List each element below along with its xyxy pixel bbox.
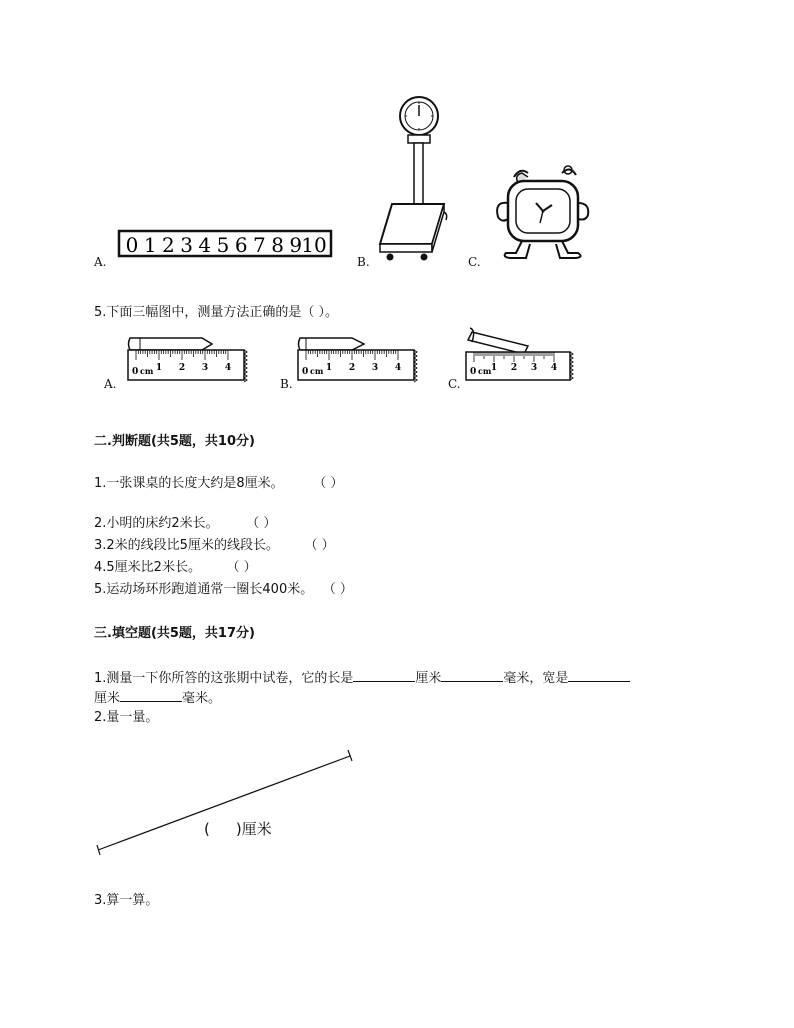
ruler-zero-label: 0 bbox=[132, 367, 139, 377]
ruler-tick-label: 3 bbox=[371, 363, 379, 373]
ruler-digit: 9 bbox=[289, 233, 303, 257]
ruler-tick-label: 3 bbox=[530, 363, 538, 373]
ruler-tick-label: 1 bbox=[155, 363, 163, 373]
ruler-unit-label: cm bbox=[140, 366, 154, 376]
q5-option-c-label: C. bbox=[448, 377, 461, 391]
ruler-digit: 0 bbox=[125, 233, 139, 257]
fill-question-1-line-2 bbox=[94, 688, 221, 707]
judge-item-5 bbox=[94, 582, 353, 598]
judge-item-text: 2.小明的床约2米长。 bbox=[94, 516, 219, 531]
ruler-digit: 5 bbox=[216, 233, 230, 257]
judge-item-text: 5.运动场环形跑道通常一圈长400米。 bbox=[94, 582, 314, 597]
ruler-tick-label: 4 bbox=[550, 363, 558, 373]
ruler-broken-edge bbox=[244, 350, 247, 382]
ruler-digit: 3 bbox=[180, 233, 193, 257]
answer-paren[interactable]: （ ） bbox=[252, 516, 277, 531]
ruler-image bbox=[118, 228, 332, 258]
measure-answer bbox=[204, 818, 272, 839]
ruler-tick-label: 3 bbox=[201, 363, 209, 373]
ruler-digit: 4 bbox=[198, 233, 212, 257]
judge-item-3 bbox=[94, 538, 335, 554]
alarm-clock-icon bbox=[492, 163, 598, 261]
ruler-digit: 8 bbox=[271, 233, 284, 257]
ruler-digit: 7 bbox=[253, 233, 266, 257]
fill-blank-width-cm[interactable] bbox=[568, 668, 630, 682]
fill-q1-part4: 厘米 bbox=[94, 691, 121, 706]
ruler-with-pencil-a bbox=[126, 332, 248, 384]
section-3-title: 三.填空题(共5题，共17分) bbox=[94, 626, 255, 641]
ruler-digit: 1 bbox=[143, 233, 157, 257]
q5-option-b-label: B. bbox=[280, 377, 293, 391]
ruler-digit: 2 bbox=[162, 233, 175, 257]
ruler-tick-label: 2 bbox=[348, 363, 356, 373]
option-a-label: A. bbox=[94, 255, 107, 269]
judge-item-text: 1.一张课桌的长度大约是8厘米。 bbox=[94, 476, 284, 491]
answer-open-paren: ( bbox=[204, 820, 210, 838]
ruler-tick-label: 1 bbox=[490, 363, 498, 373]
judge-item-1 bbox=[94, 476, 343, 492]
line-segment-to-measure bbox=[94, 744, 358, 858]
ruler-with-pencil-c bbox=[464, 322, 576, 384]
ruler-tick-label: 2 bbox=[510, 363, 518, 373]
judge-item-2 bbox=[94, 516, 276, 532]
answer-paren[interactable]: （ ） bbox=[310, 538, 335, 553]
ruler-zero-label: 0 bbox=[470, 367, 477, 377]
fill-q1-part1: 1.测量一下你所答的这张期中试卷，它的长是 bbox=[94, 671, 354, 686]
ruler-digit: 10 bbox=[301, 233, 327, 257]
judge-item-4 bbox=[94, 560, 257, 576]
judge-item-text: 4.5厘米比2米长。 bbox=[94, 560, 201, 575]
answer-paren[interactable]: （ ） bbox=[329, 582, 353, 597]
q5-option-a-label: A. bbox=[104, 377, 117, 391]
fill-q1-part3: 毫米，宽是 bbox=[503, 671, 569, 686]
fill-q1-part5: 毫米。 bbox=[182, 691, 222, 706]
fill-question-1-line-1 bbox=[94, 668, 630, 687]
answer-unit: )厘米 bbox=[235, 820, 272, 838]
ruler-tick-label: 4 bbox=[394, 363, 402, 373]
ruler-unit-label: cm bbox=[478, 366, 492, 376]
ruler-tick-label: 4 bbox=[224, 363, 232, 373]
fill-blank-length-cm[interactable] bbox=[353, 668, 415, 682]
question-5-text: 5.下面三幅图中，测量方法正确的是（ ）。 bbox=[94, 305, 339, 320]
section-2-title: 二.判断题(共5题，共10分) bbox=[94, 434, 255, 449]
fill-question-3-text: 3.算一算。 bbox=[94, 893, 159, 908]
ruler-broken-edge bbox=[414, 350, 417, 382]
fill-q1-part2: 厘米 bbox=[415, 671, 442, 686]
answer-paren[interactable]: （ ） bbox=[232, 560, 257, 575]
fill-blank-length-mm[interactable] bbox=[441, 668, 503, 682]
ruler-digit: 6 bbox=[234, 233, 248, 257]
scale-icon bbox=[376, 94, 452, 266]
ruler-tick-label: 2 bbox=[178, 363, 186, 373]
answer-paren[interactable]: （ ） bbox=[319, 476, 344, 491]
option-b-label: B. bbox=[357, 255, 370, 269]
fill-question-2-text: 2.量一量。 bbox=[94, 710, 159, 725]
ruler-unit-label: cm bbox=[310, 366, 324, 376]
option-c-label: C. bbox=[468, 255, 481, 269]
fill-blank-width-mm[interactable] bbox=[120, 688, 182, 702]
ruler-tick-label: 1 bbox=[325, 363, 333, 373]
ruler-zero-label: 0 bbox=[302, 367, 309, 377]
judge-item-text: 3.2米的线段比5厘米的线段长。 bbox=[94, 538, 279, 553]
ruler-with-pencil-b bbox=[296, 332, 418, 384]
